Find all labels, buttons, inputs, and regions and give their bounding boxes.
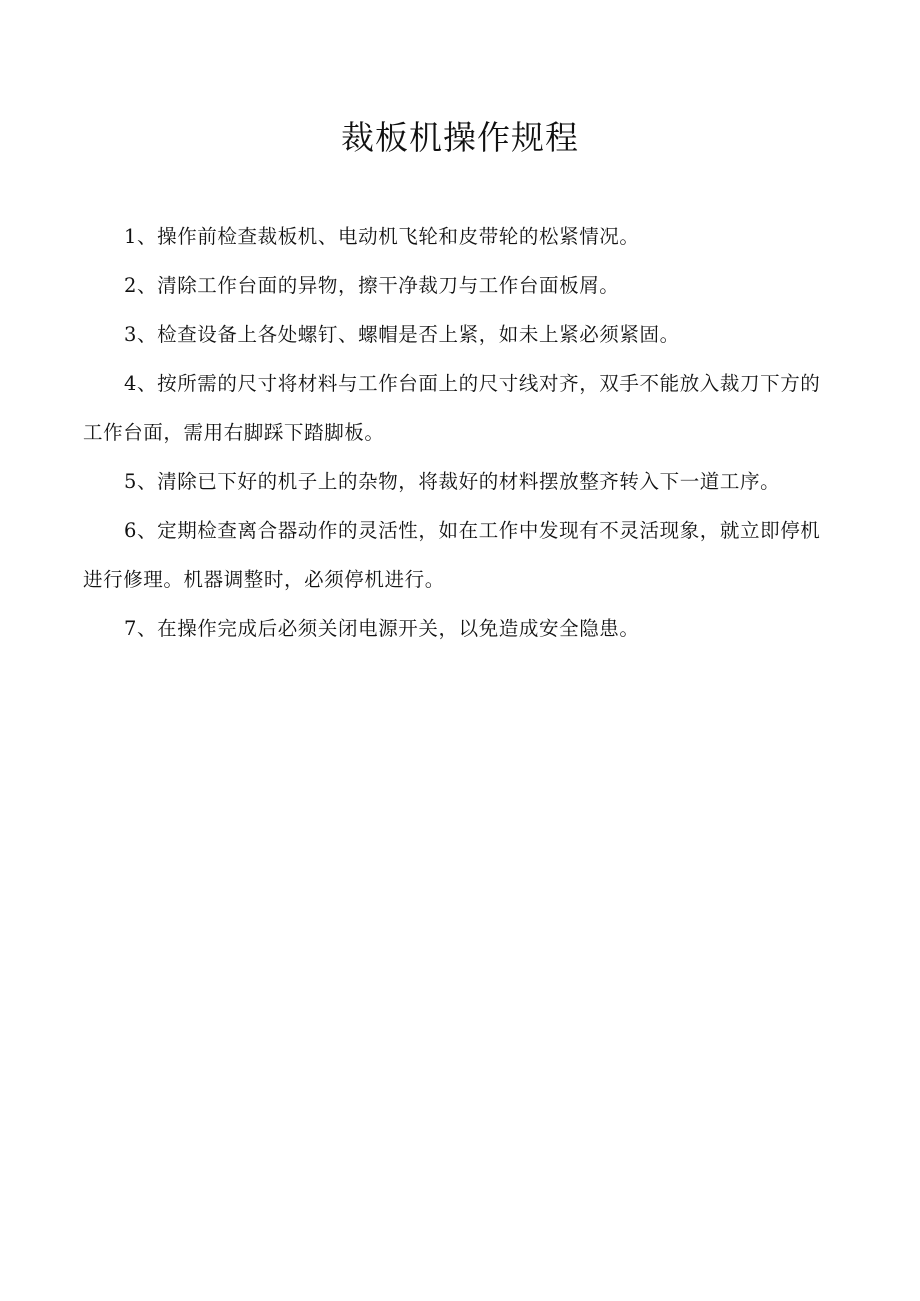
procedure-item-4: 4、按所需的尺寸将材料与工作台面上的尺寸线对齐，双手不能放入裁刀下方的工作台面，需用右脚踩下踏脚板。 [83, 372, 821, 444]
procedure-item-6: 6、定期检查离合器动作的灵活性，如在工作中发现有不灵活现象，就立即停机进行修理。机器调整时，必须停机进行。 [83, 519, 821, 591]
document-title: 裁板机操作规程 [341, 118, 579, 157]
procedure-item-3: 3、检查设备上各处螺钉、螺帽是否上紧，如未上紧必须紧固。 [124, 323, 680, 346]
procedure-list [83, 212, 835, 653]
procedure-item-7: 7、在操作完成后必须关闭电源开关，以免造成安全隐患。 [124, 617, 640, 640]
procedure-item-5: 5、清除已下好的机子上的杂物，将裁好的材料摆放整齐转入下一道工序。 [124, 470, 781, 493]
procedure-item-2: 2、清除工作台面的异物，擦干净裁刀与工作台面板屑。 [124, 274, 620, 297]
procedure-item-1: 1、操作前检查裁板机、电动机飞轮和皮带轮的松紧情况。 [124, 225, 640, 248]
